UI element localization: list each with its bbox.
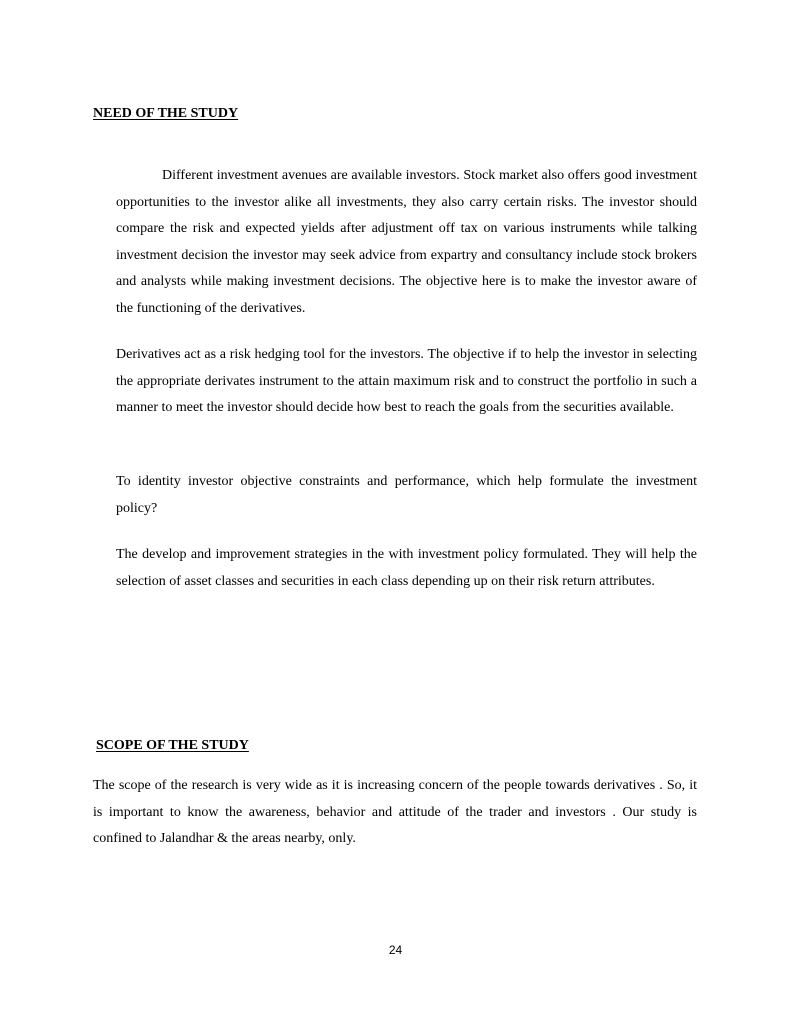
need-paragraph-1: Different investment avenues are available investors. Stock market also offers good investment opportunities to the investor alike all investments, they also carry certain risks. The investor should compare the risk and expected yields after adjustment off tax on various instruments while talking investment decision the investor may seek advice from expartry and consultancy include stock brokers and analysts while making investment decisions. The objective here is to make the investor aware of the functioning of the derivatives.	[116, 168, 697, 316]
page-number: 24	[388, 943, 403, 957]
scope-of-study-heading: SCOPE OF THE STUDY	[96, 738, 249, 753]
need-paragraph-2: Derivatives act as a risk hedging tool for the investors. The objective if to help the investor in selecting the appropriate derivates instrument to the attain maximum risk and to construct the portfolio in such a manner to meet the investor should decide how best to reach the goals from the securities available.	[116, 347, 697, 416]
need-of-study-heading: NEED OF THE STUDY	[93, 106, 239, 121]
scope-paragraph: The scope of the research is very wide as it is increasing concern of the people towards derivatives . So, it is important to know the awareness, behavior and attitude of the trader and investors . Our study is confined to Jalandhar & the areas nearby, only.	[93, 778, 697, 847]
need-paragraph-3: To identity investor objective constraints and performance, which help formulate the investment policy?	[116, 474, 697, 516]
need-paragraph-4: The develop and improvement strategies in the with investment policy formulated. They will help the selection of asset classes and securities in each class depending up on their risk return attributes.	[116, 547, 697, 589]
